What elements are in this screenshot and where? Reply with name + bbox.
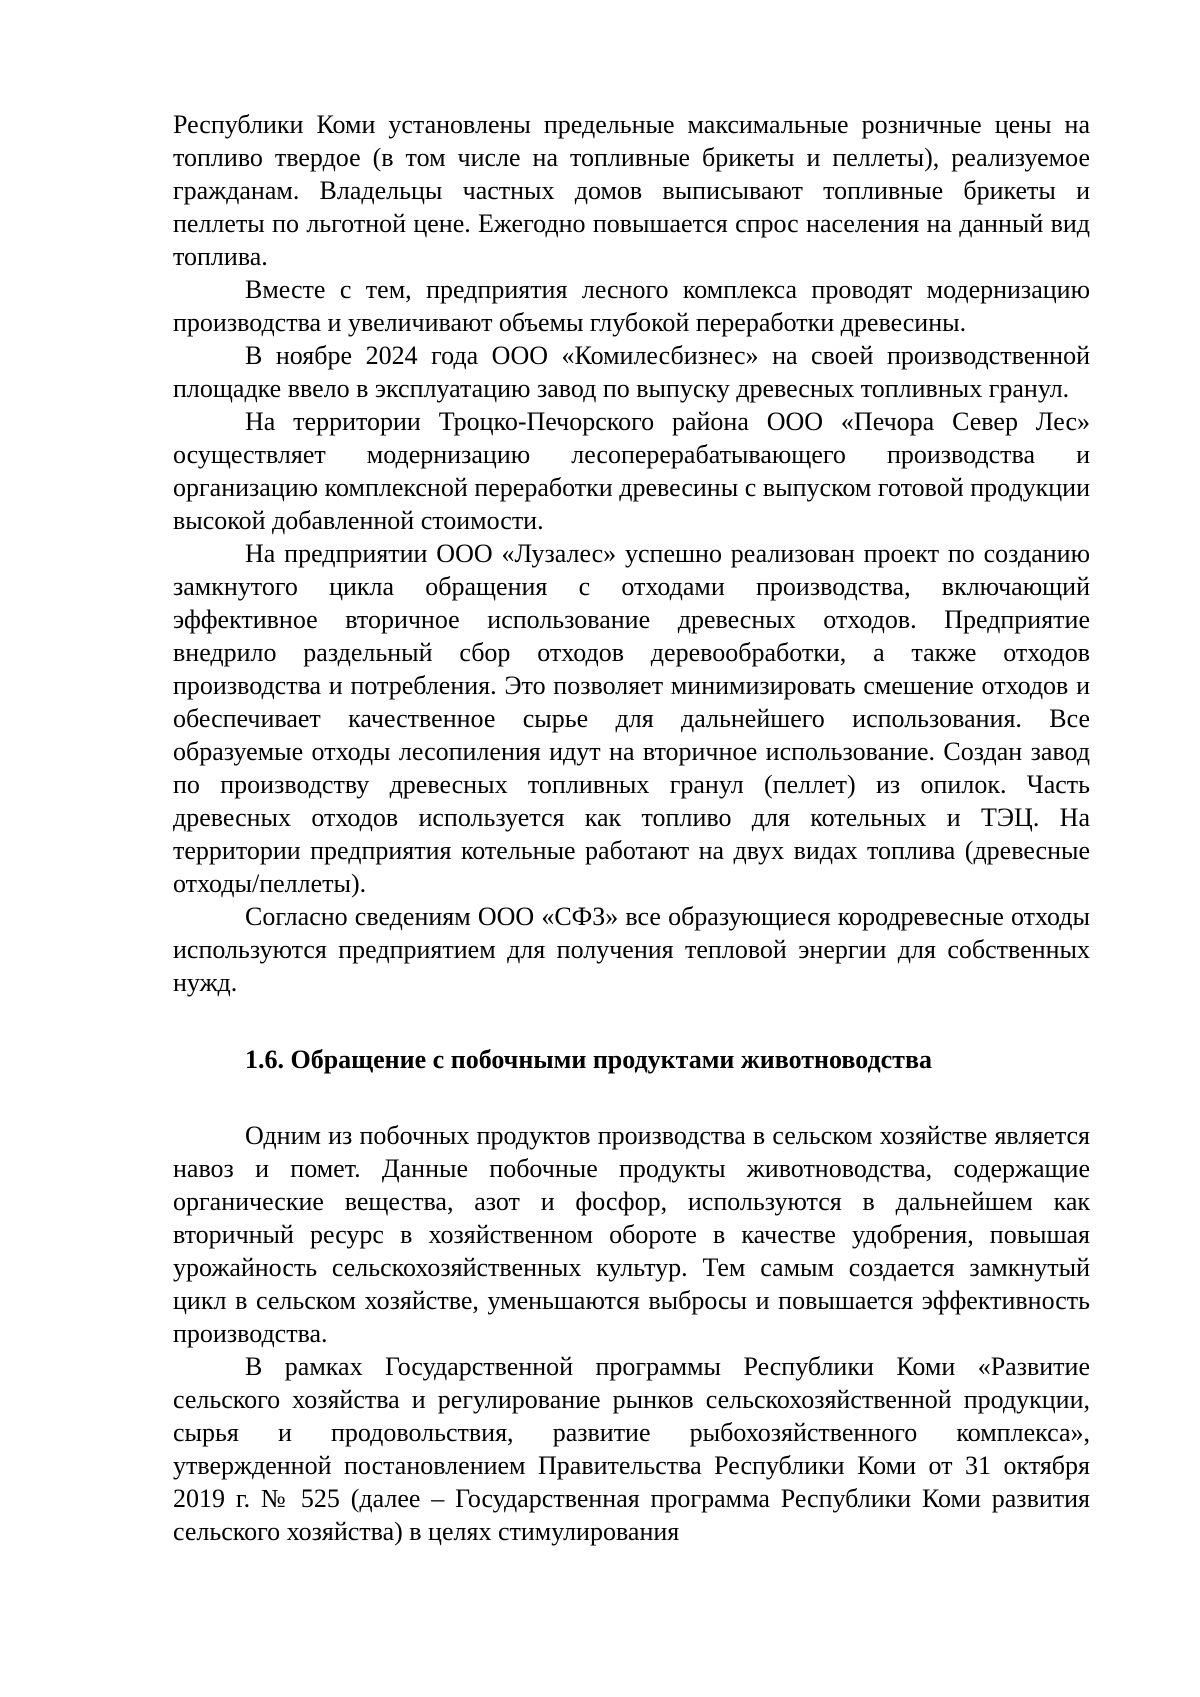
section-heading: 1.6. Обращение с побочными продуктами животноводства <box>245 1045 932 1074</box>
document-body <box>173 108 1090 1548</box>
paragraph: Вместе с тем, предприятия лесного комплекса проводят модернизацию производства и увеличивают объемы глубокой переработки древесины. <box>173 275 1090 337</box>
paragraph-continuation: Республики Коми установлены предельные максимальные розничные цены на топливо твердое (в том числе на топливные брикеты и пеллеты), реализуемое гражданам. Владельцы частных домов выписывают топливные брикеты и пеллеты по льготной цене. Ежегодно повышается спрос населения на данный вид топлива. <box>173 110 1090 271</box>
paragraph: На предприятии ООО «Лузалес» успешно реализован проект по созданию замкнутого цикла обращения с отходами производства, включающий эффективное вторичное использование древесных отходов. Предприятие внедрило раздельный сбор отходов деревообработки, а также отходов производства и потребления. Это позволяет минимизировать смешение отходов и обеспечивает качественное сырье для дальнейшего использования. Все образуемые отходы лесопиления идут на вторичное использование. Создан завод по производству древесных топливных гранул (пеллет) из опилок. Часть древесных отходов используется как топливо для котельных и ТЭЦ. На территории предприятия котельные работают на двух видах топлива (древесные отходы/пеллеты). <box>173 539 1090 898</box>
paragraph: На территории Троцко-Печорского района ООО «Печора Север Лес» осуществляет модернизацию лесоперерабатывающего производства и организацию комплексной переработки древесины с выпуском готовой продукции высокой добавленной стоимости. <box>173 407 1090 535</box>
paragraph: В ноябре 2024 года ООО «Комилесбизнес» на своей производственной площадке ввело в эксплуатацию завод по выпуску древесных топливных гранул. <box>173 341 1090 403</box>
paragraph: Одним из побочных продуктов производства в сельском хозяйстве является навоз и помет. Данные побочные продукты животноводства, содержащие органические вещества, азот и фосфор, используются в дальнейшем как вторичный ресурс в хозяйственном обороте в качестве удобрения, повышая урожайность сельскохозяйственных культур. Тем самым создается замкнутый цикл в сельском хозяйстве, уменьшаются выбросы и повышается эффективность производства. <box>173 1121 1090 1348</box>
paragraph: В рамках Государственной программы Республики Коми «Развитие сельского хозяйства и регулирование рынков сельскохозяйственной продукции, сырья и продовольствия, развитие рыбохозяйственного комплекса», утвержденной постановлением Правительства Республики Коми от 31 октября 2019 г. № 525 (далее – Государственная программа Республики Коми развития сельского хозяйства) в целях стимулирования <box>173 1352 1090 1546</box>
paragraph: Согласно сведениям ООО «СФЗ» все образующиеся кородревесные отходы используются предприятием для получения тепловой энергии для собственных нужд. <box>173 902 1090 997</box>
